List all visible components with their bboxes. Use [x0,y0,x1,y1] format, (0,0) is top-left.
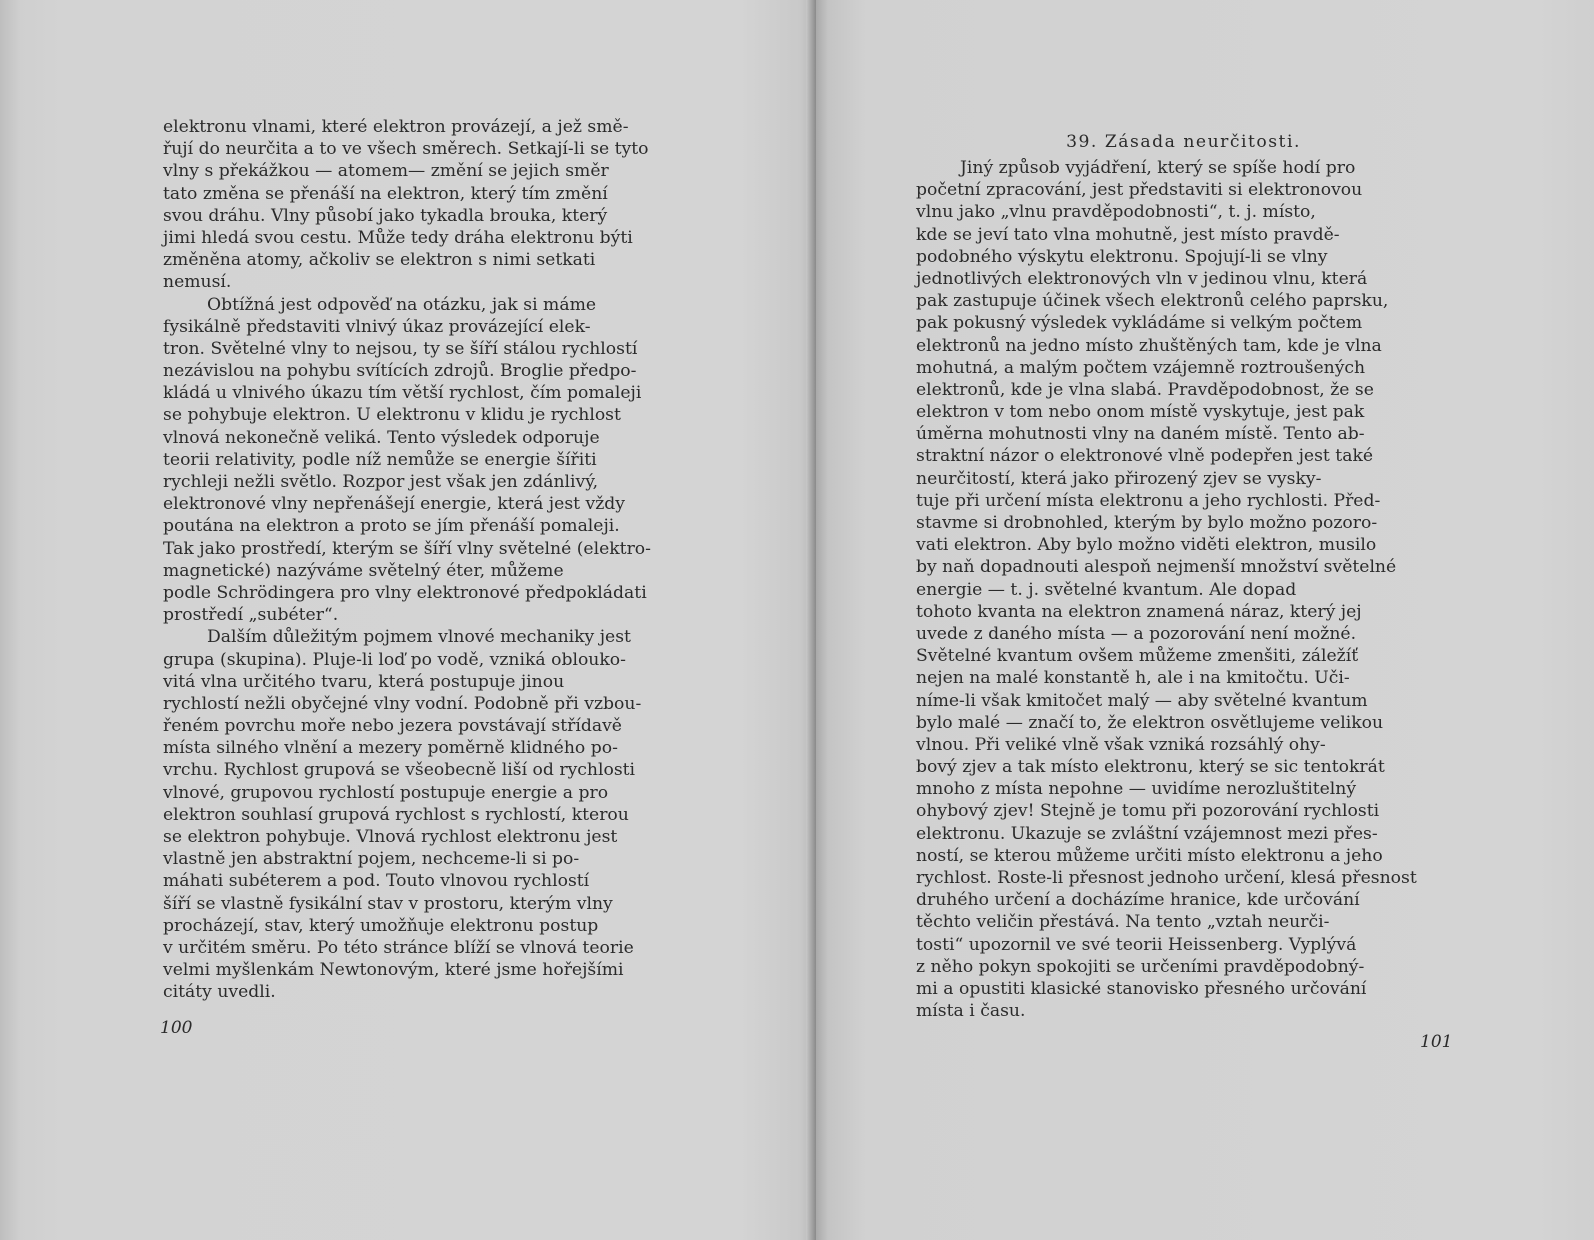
text-line: řeném povrchu moře nebo jezera povstávají střídavě [163,716,622,737]
text-line: šíří se vlastně fysikální stav v prostoru, kterým vlny [163,893,613,914]
text-line: máhati subéterem a pod. Touto vlnovou rychlostí [163,871,590,892]
text-line: řují do neurčita a to ve všech směrech. Setkají-li se tyto [163,139,649,160]
text-line: místa silného vlnění a mezery poměrně klidného po- [163,738,618,759]
text-line: by naň dopadnouti alespoň nejmenší množství světelné [916,557,1397,578]
text-line: nejen na malé konstantě h, ale i na kmitočtu. Uči- [916,668,1350,689]
text-line: vlastně jen abstraktní pojem, nechceme-li si po- [163,849,580,870]
text-line: bylo malé — značí to, že elektron osvětlujeme velikou [916,712,1384,733]
text-line: jimi hledá svou cestu. Může tedy dráha elektronu býti [163,227,633,248]
text-line: mnoho z místa nepohne — uvidíme nerozluštitelný [916,779,1357,800]
text-line: nemusí. [163,272,232,293]
text-line: tosti“ upozornil ve své teorii Heissenberg. Vyplývá [916,934,1357,955]
text-line: v určitém směru. Po této stránce blíží se vlnová teorie [163,937,634,958]
text-line: rychlostí nežli obyčejné vlny vodní. Podobně při vzbou- [163,693,642,714]
text-line: místa i času. [916,1001,1026,1022]
text-line: poutána na elektron a proto se jím přenáší pomaleji. [163,516,620,537]
left-page-text [163,116,700,1004]
text-line: stavme si drobnohled, kterým by bylo možno pozoro- [916,513,1378,533]
text-line: prostředí „subéter“. [163,605,339,626]
text-line: ohybový zjev! Stejně je tomu při pozorování rychlosti [916,801,1380,822]
right-page-text [916,131,1451,1022]
text-line: elektronové vlny nepřenášejí energie, která jest vždy [163,494,625,515]
text-line: ností, se kterou můžeme určiti místo elektronu a jeho [916,845,1383,866]
text-line: úměrna mohutnosti vlny na daném místě. Tento ab- [916,424,1365,445]
text-line: bový zjev a tak místo elektronu, který se sic tentokrát [916,757,1385,778]
text-line: tohoto kvanta na elektron znamená náraz, který jej [916,601,1362,622]
text-line: pak pokusný výsledek vykládáme si velkým počtem [916,313,1363,334]
text-line: kládá u vlnivého úkazu tím větší rychlost, čím pomaleji [163,383,642,404]
text-line: elektronu vlnami, které elektron provázejí, a jež smě- [163,117,629,137]
text-line: tato změna se přenáší na elektron, který tím změní [163,183,608,204]
text-line: kde se jeví tato vlna mohutně, jest místo pravdě- [916,224,1340,245]
text-line: tron. Světelné vlny to nejsou, ty se šíří stálou rychlostí [163,338,638,359]
text-line: Obtížná jest odpověď na otázku, jak si máme [207,294,597,315]
text-line: vitá vlna určitého tvaru, která postupuje jinou [163,671,565,692]
text-line: vlnou. Při veliké vlně však vzniká rozsáhlý ohy- [916,734,1326,755]
text-line: Tak jako prostředí, kterým se šíří vlny světelné (elektro- [163,538,651,559]
text-line: početní zpracování, jest představiti si elektronovou [916,180,1363,201]
page-number: 101 [1420,1032,1453,1052]
text-line: elektron souhlasí grupová rychlost s rychlostí, kterou [163,804,629,825]
text-line: se pohybuje elektron. U elektronu v klidu je rychlost [163,405,621,426]
text-line: nezávislou na pohybu svítících zdrojů. Broglie předpo- [163,361,637,382]
text-line: vlny s překážkou — atomem— změní se jejich směr [163,161,609,182]
text-line: elektron v tom nebo onom místě vyskytuje, jest pak [916,402,1365,423]
text-line: magnetické) nazýváme světelný éter, můžeme [163,560,564,581]
text-line: mi a opustiti klasické stanovisko přesného určování [916,978,1367,999]
text-line: vlnu jako „vlnu pravděpodobnosti“, t. j. místo, [916,202,1316,223]
text-line: níme-li však kmitočet malý — aby světelné kvantum [916,690,1368,711]
text-line: rychleji nežli světlo. Rozpor jest však jen zdánlivý, [163,472,599,492]
text-line: rychlost. Roste-li přesnost jednoho určení, klesá přesnost [916,868,1417,888]
text-line: elektronu. Ukazuje se zvláštní vzájemnost mezi přes- [916,823,1378,844]
text-line: se elektron pohybuje. Vlnová rychlost elektronu jest [163,827,618,847]
text-line: podle Schrödingera pro vlny elektronové předpokládati [163,582,647,603]
page-number: 100 [160,1018,193,1038]
text-line: podobného výskytu elektronu. Spojují-li se vlny [916,246,1328,267]
right-page [816,0,1594,1240]
text-line: procházejí, stav, který umožňuje elektronu postup [163,915,599,936]
text-line: mohutná, a malým počtem vzájemně roztroušených [916,357,1366,378]
text-line: grupa (skupina). Pluje-li loď po vodě, vzniká oblouko- [163,649,626,670]
text-line: Jiný způsob vyjádření, který se spíše hodí pro [960,158,1356,178]
text-line: velmi myšlenkám Newtonovým, které jsme hořejšími [163,960,624,981]
text-line: neurčitostí, která jako přirozený zjev se vysky- [916,468,1322,489]
text-line: energie — t. j. světelné kvantum. Ale dopad [916,579,1297,600]
text-line: jednotlivých elektronových vln v jedinou vlnu, která [916,268,1368,289]
text-line: Dalším důležitým pojmem vlnové mechaniky jest [207,627,631,648]
text-line: z něho pokyn spokojiti se určeními pravděpodobný- [916,956,1365,977]
text-line: citáty uvedli. [163,982,276,1003]
text-line: elektronů, kde je vlna slabá. Pravděpodobnost, že se [916,379,1374,400]
text-line: pak zastupuje účinek všech elektronů celého paprsku, [916,291,1389,312]
text-line: vlnová nekonečně veliká. Tento výsledek odporuje [163,427,600,448]
text-line: straktní názor o elektronové vlně podepřen jest také [916,446,1374,467]
text-line: tuje při určení místa elektronu a jeho rychlosti. Před- [916,490,1381,511]
text-line: těchto veličin přestává. Na tento „vztah neurči- [916,912,1330,933]
text-line: Světelné kvantum ovšem můžeme zmenšiti, záležíť [916,646,1359,667]
text-line: svou dráhu. Vlny působí jako tykadla brouka, který [163,205,608,226]
text-line: fysikálně představiti vlnivý úkaz provázející elek- [163,316,591,337]
text-line: elektronů na jedno místo zhuštěných tam, kde je vlna [916,335,1382,356]
text-line: vati elektron. Aby bylo možno viděti elektron, musilo [916,535,1377,556]
text-line: vrchu. Rychlost grupová se všeobecně liší od rychlosti [163,760,636,781]
text-line: teorii relativity, podle níž nemůže se energie šířiti [163,449,597,470]
text-line: vlnové, grupovou rychlostí postupuje energie a pro [163,782,609,803]
text-line: uvede z daného místa — a pozorování není možné. [916,623,1357,644]
text-line: druhého určení a docházíme hranice, kde určování [916,890,1360,911]
text-line: změněna atomy, ačkoliv se elektron s nimi setkati [163,250,596,271]
section-heading: 39. Zásada neurčitosti. [1066,132,1301,152]
